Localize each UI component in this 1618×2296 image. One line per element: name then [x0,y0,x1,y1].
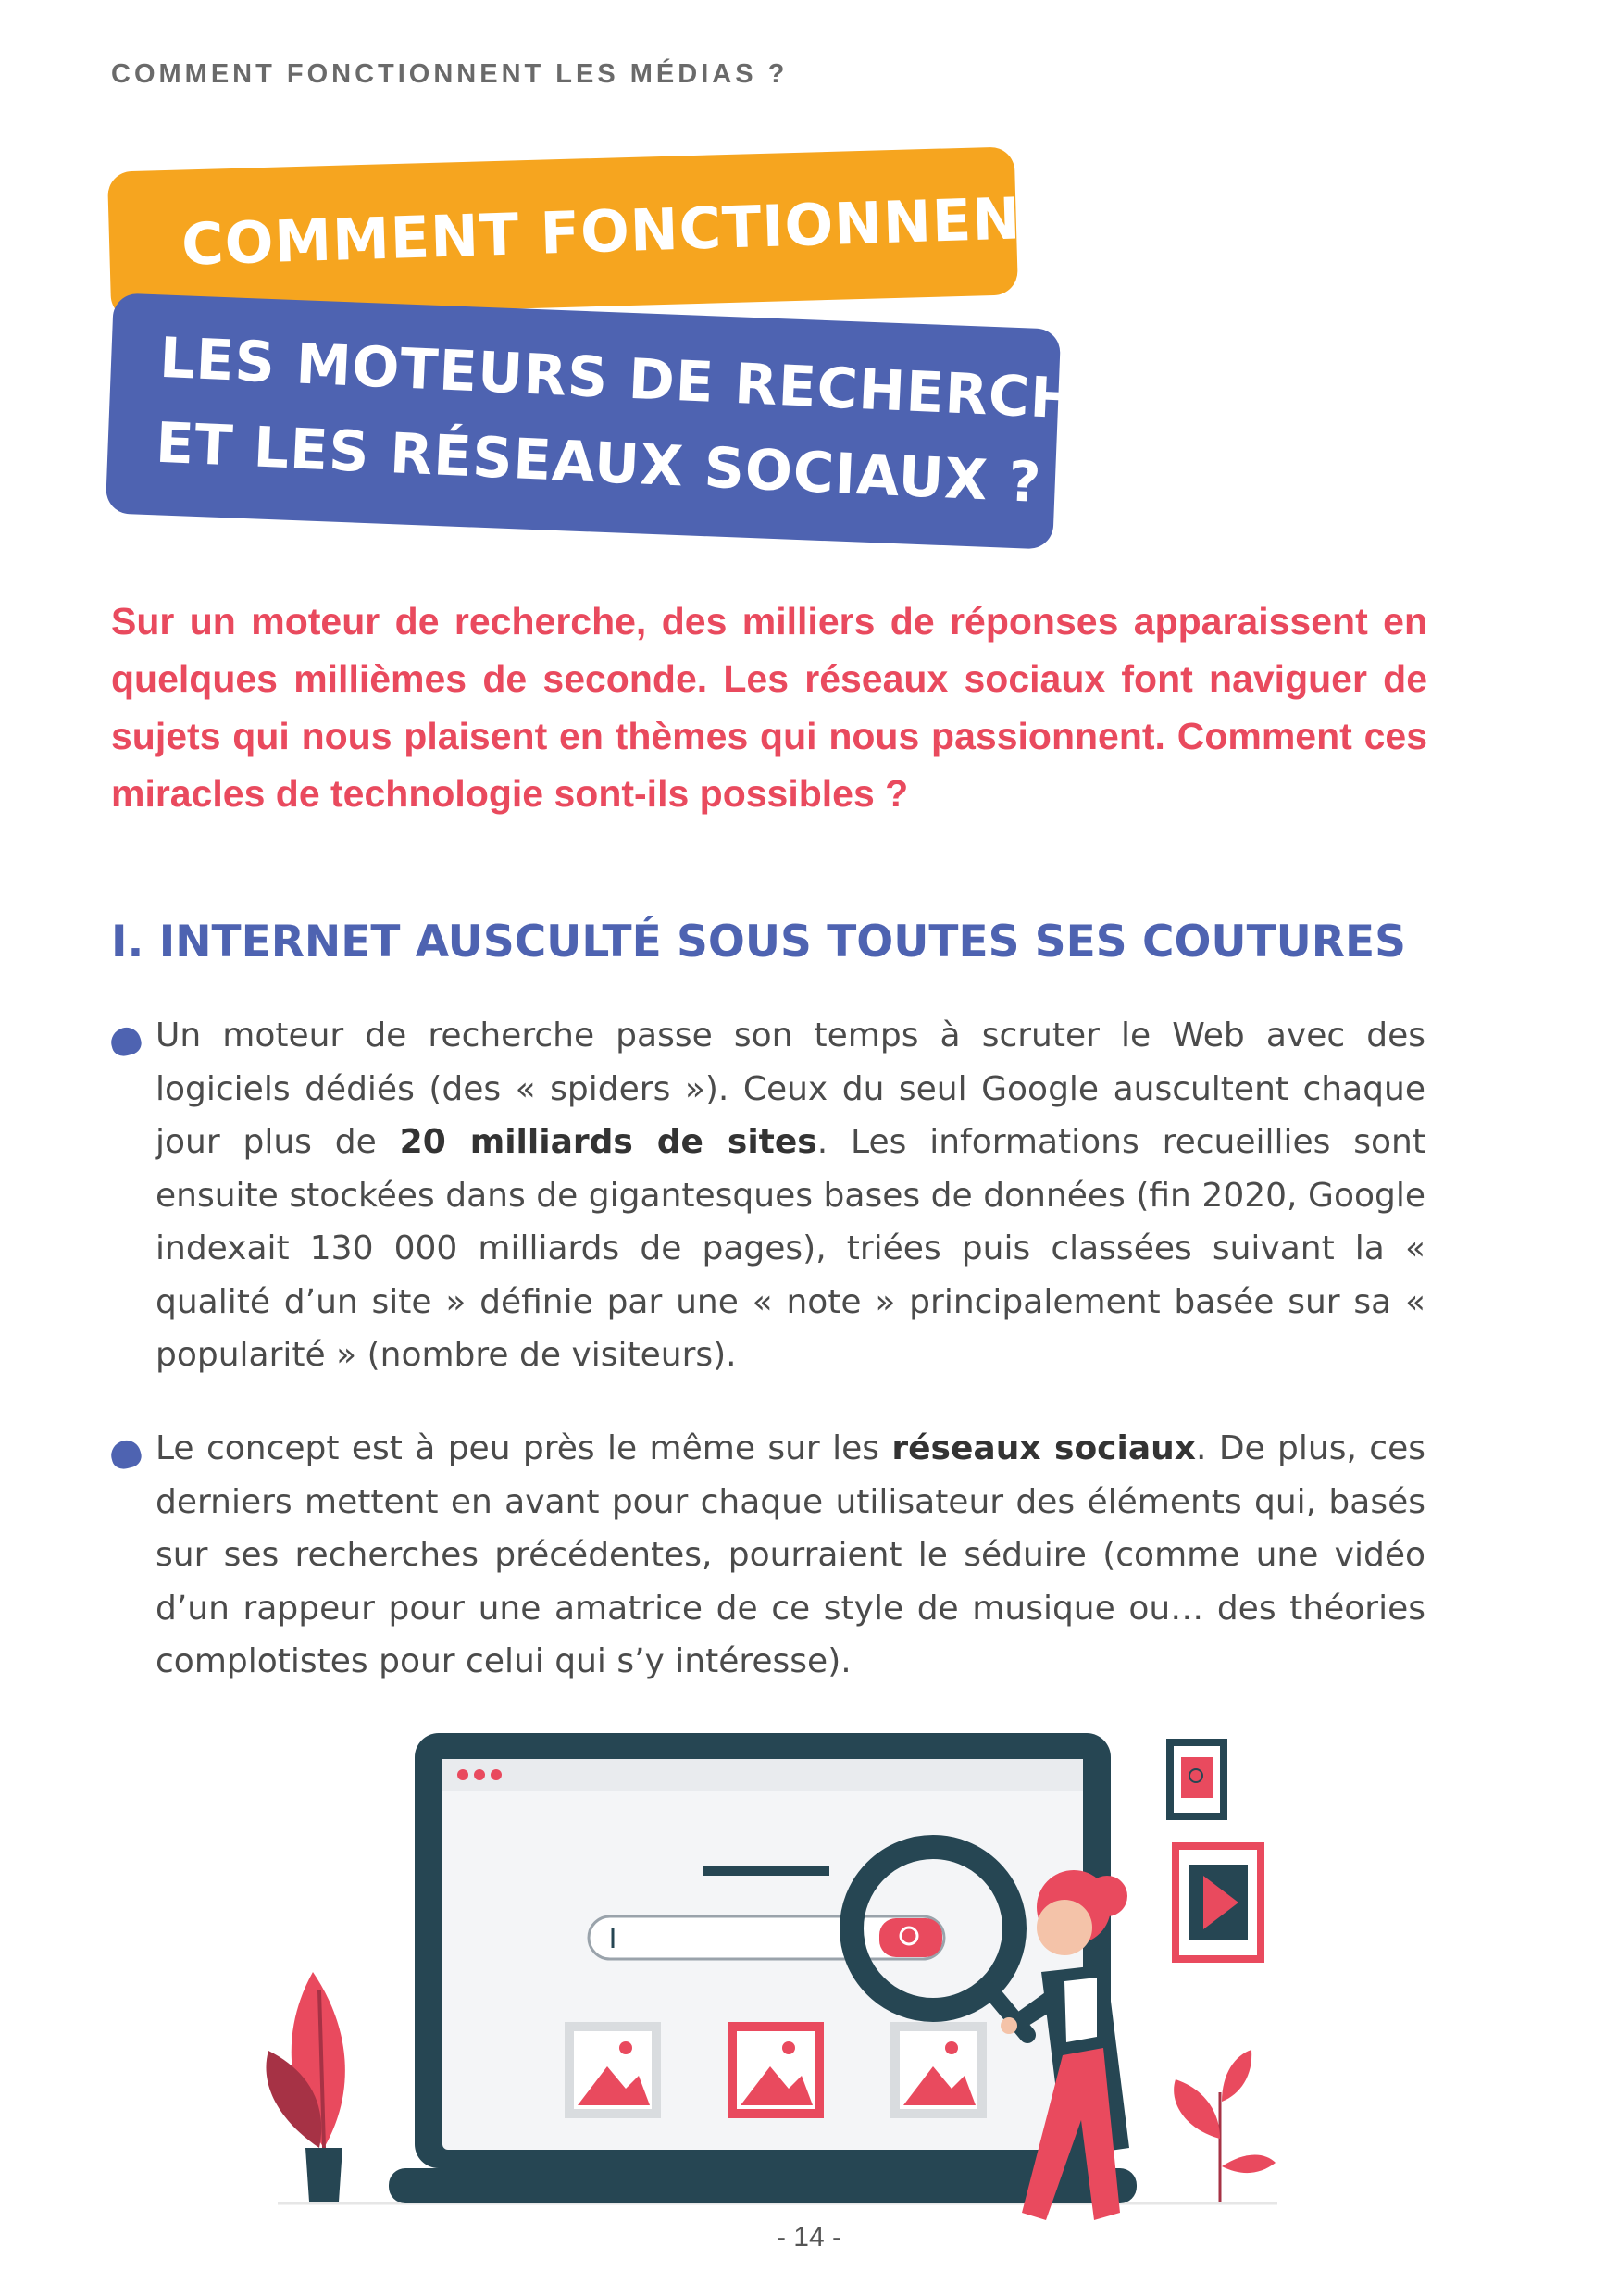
plant-icon [266,1972,344,2202]
intro-paragraph: Sur un moteur de recherche, des milliers de réponses apparaissent en quelques millièmes de seconde. Les réseaux sociaux font naviguer de sujets qui nous plaisent en thèmes qui nous passionnent. Comment ces miracles de technologie sont-ils possibles ? [111,600,1427,815]
search-engine-illustration [0,1713,1618,2231]
running-header: COMMENT FONCTIONNENT LES MÉDIAS ? [111,59,789,89]
wall-frame-icon [1166,1739,1227,1820]
bullet-text: Un moteur de recherche passe son temps à scruter le Web avec des logiciels dédiés (des « spiders »). Ceux du seul Google auscultent chaque jour plus de 20 milliards de sites. Les informations recueillies sont ensuite stockées dans de gigantesques bases de données (fin 2020, Google indexait 130 000 milliards de pages), triées puis classées suivant la « qualité d’un site » définie par une « note » principalement basée sur sa « popularité » (nombre de visiteurs). [156,1017,1425,1374]
plant-small-icon [1174,2050,1276,2202]
title-line-3: ET LES RÉSEAUX SOCIAUX ? [154,410,1043,517]
bullet-text: Le concept est à peu près le même sur les réseaux sociaux. De plus, ces derniers mettent en avant pour chaque utilisateur des éléments qui, basés sur ses recherches précédentes, pourraient le séduire (comme une vidéo d’un rappeur pour une amatrice de ce style de musique ou… des théories complotistes pour celui qui s’y intéresse). [156,1429,1426,1680]
title-line-1: COMMENT FONCTIONNENT [180,182,1063,279]
section-heading: I. INTERNET AUSCULTÉ SOUS TOUTES SES COUTURES [111,917,1406,967]
wall-frame-play-icon [1172,1842,1264,1963]
title-line-2: LES MOTEURS DE RECHERCHE [157,325,1118,434]
bullet-blob-icon [108,1024,144,1058]
page-number: - 14 - [776,2222,842,2252]
bullet-blob-icon [108,1437,144,1471]
laptop-icon [389,1733,1137,2203]
